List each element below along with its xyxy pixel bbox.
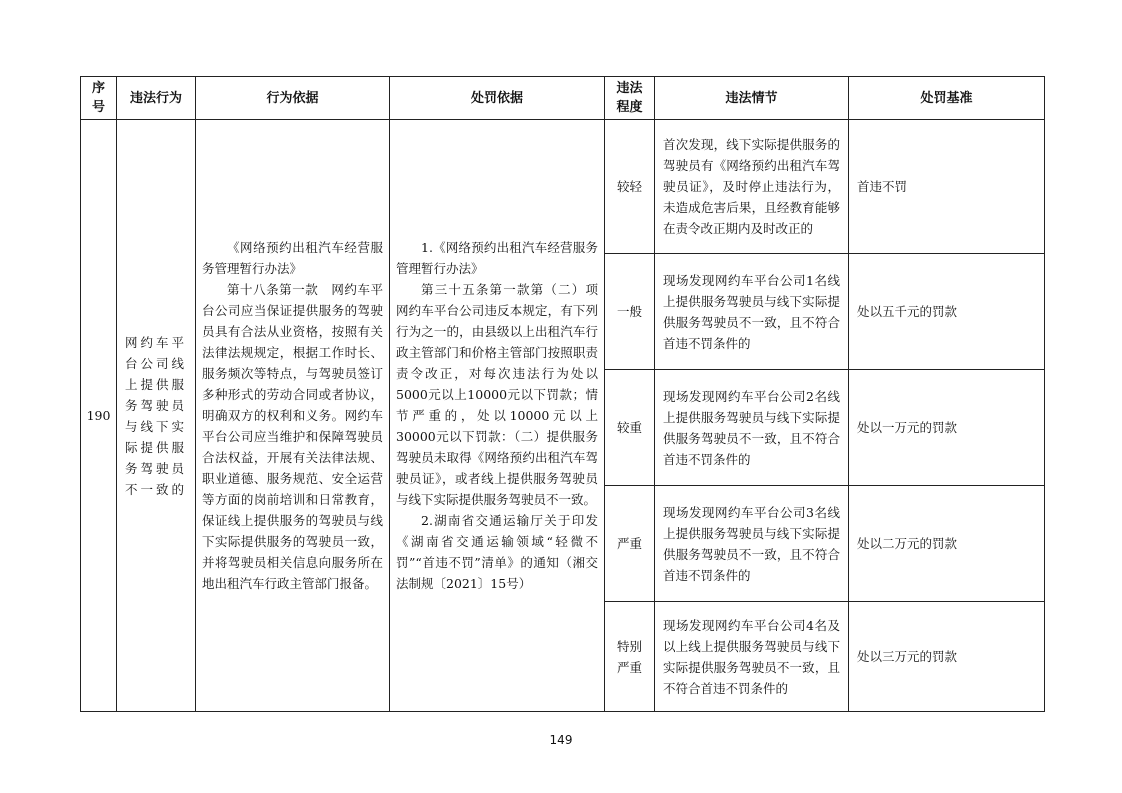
table-row [81, 120, 1045, 254]
penalty-basis-item-1: 1.《网络预约出租汽车经营服务管理暂行办法》 [396, 240, 598, 276]
header-degree: 违法程度 [605, 77, 655, 120]
header-no: 序号 [81, 77, 117, 120]
penalty-standard-table [80, 76, 1045, 712]
standard-cell: 首违不罚 [849, 120, 1045, 254]
header-circumstance: 违法情节 [655, 77, 849, 120]
header-act: 违法行为 [117, 77, 196, 120]
standard-cell: 处以五千元的罚款 [849, 254, 1045, 370]
penalty-basis-item-2: 2.湖南省交通运输厅关于印发《湖南省交通运输领域“轻微不罚”“首违不罚”清单》的通知（湘交法制规〔2021〕15号） [396, 513, 598, 591]
penalty-basis-article: 第三十五条第一款第（二）项 网约车平台公司违反本规定，有下列行为之一的，由县级以上出租汽车行政主管部门和价格主管部门按照职责责令改正，对每次违法行为处以5000元以上10000元以下罚款；情节严重的，处以10000元以上30000元以下罚款：（二）提供服务驾驶员未取得《网络预约出租汽车驾驶员证》，或者线上提供服务驾驶员与线下实际提供服务驾驶员不一致。 [396, 282, 611, 507]
circumstance-cell: 首次发现，线下实际提供服务的驾驶员有《网络预约出租汽车驾驶员证》，及时停止违法行为，未造成危害后果，且经教育能够在责令改正期内及时改正的 [655, 120, 849, 254]
circumstance-cell: 现场发现网约车平台公司2名线上提供服务驾驶员与线下实际提供服务驾驶员不一致，且不符合首违不罚条件的 [655, 370, 849, 486]
standard-cell: 处以三万元的罚款 [849, 602, 1045, 712]
circumstance-cell: 现场发现网约车平台公司1名线上提供服务驾驶员与线下实际提供服务驾驶员不一致，且不符合首违不罚条件的 [655, 254, 849, 370]
degree-cell: 特别严重 [605, 602, 655, 712]
standard-cell: 处以二万元的罚款 [849, 486, 1045, 602]
record-number: 190 [81, 120, 117, 712]
header-penalty-basis: 处罚依据 [390, 77, 605, 120]
degree-cell: 严重 [605, 486, 655, 602]
basis-text: 第十八条第一款 网约车平台公司应当保证提供服务的驾驶员具有合法从业资格，按照有关法律法规规定，根据工作时长、服务频次等特点，与驾驶员签订多种形式的劳动合同或者协议，明确双方的权利和义务。网约车平台公司应当维护和保障驾驶员合法权益，开展有关法律法规、职业道德、服务规范、安全运营等方面的岗前培训和日常教育，保证线上提供服务的驾驶员与线下实际提供服务的驾驶员一致，并将驾驶员相关信息向服务所在地出租汽车行政主管部门报备。 [202, 282, 383, 591]
header-row [81, 77, 1045, 120]
basis-title: 《网络预约出租汽车经营服务管理暂行办法》 [202, 240, 383, 276]
violation-act: 网约车平台公司线上提供服务驾驶员与线下实际提供服务驾驶员不一致的 [117, 120, 196, 712]
circumstance-cell: 现场发现网约车平台公司4名及以上线上提供服务驾驶员与线下实际提供服务驾驶员不一致，且不符合首违不罚条件的 [655, 602, 849, 712]
behavior-basis [196, 120, 390, 712]
degree-cell: 较重 [605, 370, 655, 486]
standard-cell: 处以一万元的罚款 [849, 370, 1045, 486]
header-standard: 处罚基准 [849, 77, 1045, 120]
circumstance-cell: 现场发现网约车平台公司3名线上提供服务驾驶员与线下实际提供服务驾驶员不一致，且不符合首违不罚条件的 [655, 486, 849, 602]
penalty-basis [390, 120, 611, 712]
degree-cell: 较轻 [605, 120, 655, 254]
page-number: 149 [549, 733, 573, 747]
degree-cell: 一般 [605, 254, 655, 370]
header-basis: 行为依据 [196, 77, 390, 120]
